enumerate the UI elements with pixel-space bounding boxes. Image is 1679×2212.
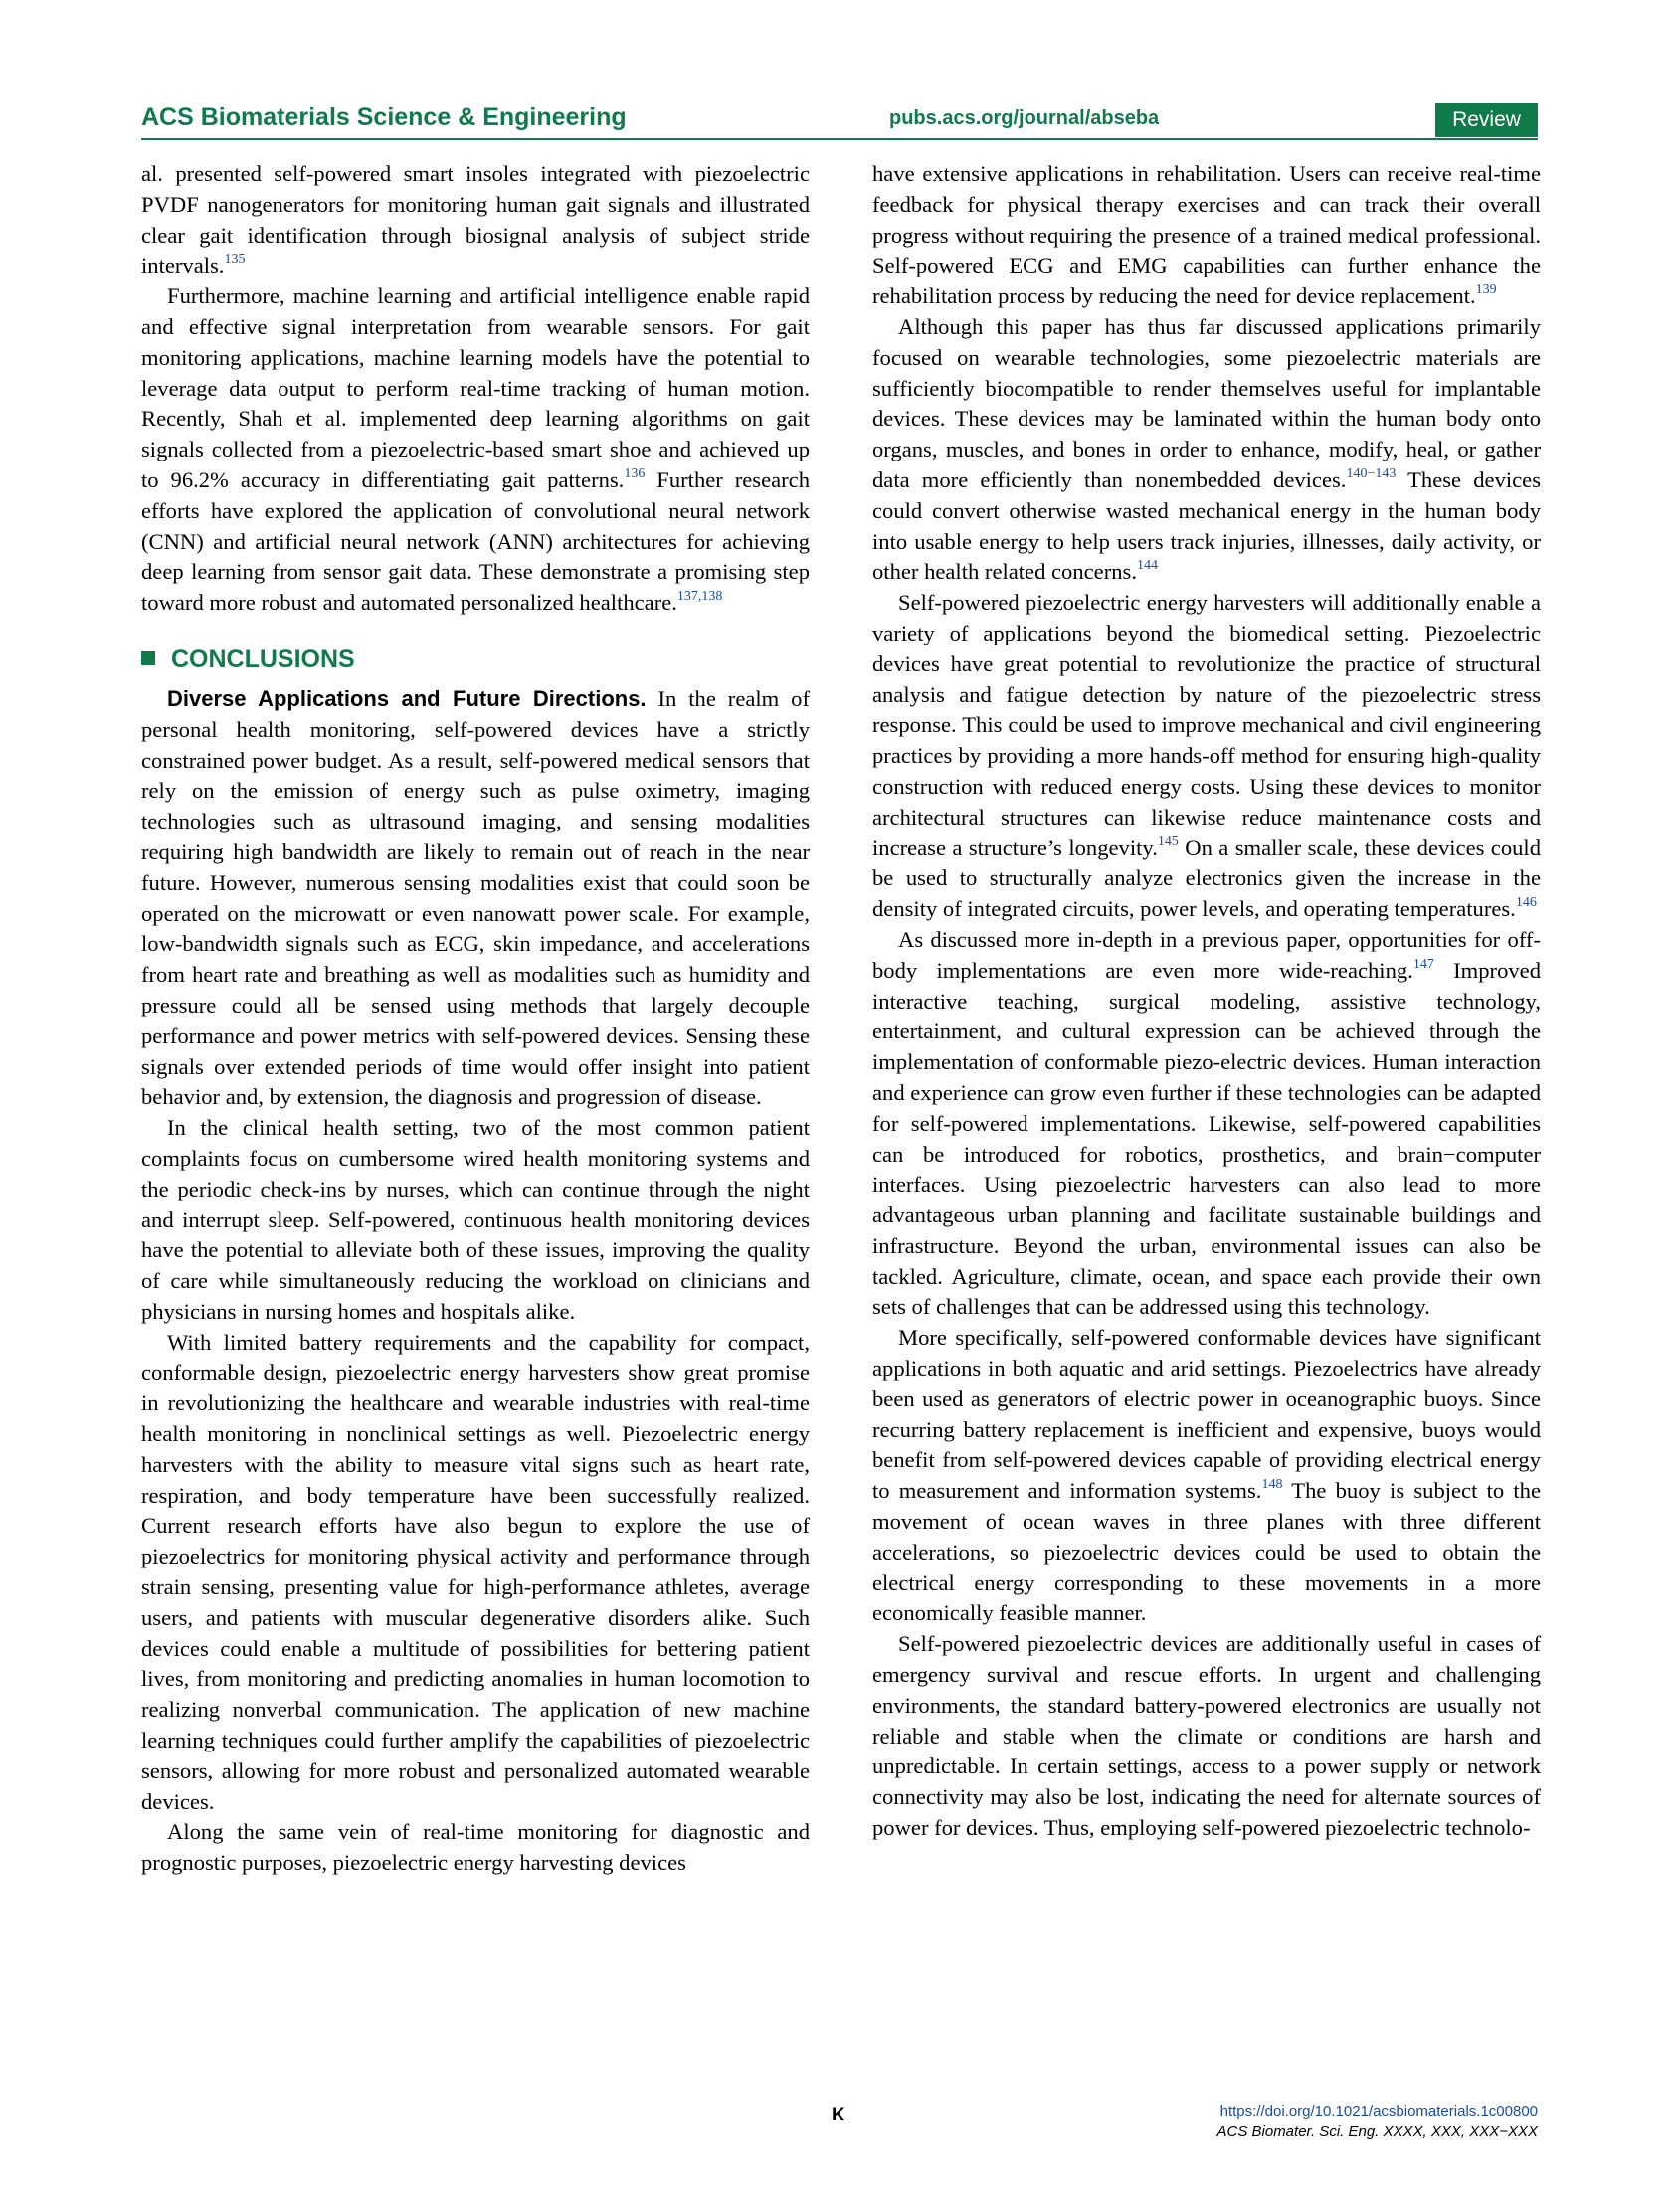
paragraph-text: Furthermore, machine learning and artificial intelligence enable rapid and effective signal interpretation from wearable sensors. For gait monitoring applications, machine learning models have the potential to leverage data output to perform real-time tracking of human motion. Recently, Shah et al. implemented deep learning algorithms on gait signals collected from a piezoelectric-based smart shoe and achieved up to 96.2% accuracy in differentiating gait patterns. [141,283,810,492]
paragraph [141,159,810,281]
paragraph [872,312,1541,588]
reference-link[interactable]: 148 [1261,1477,1283,1493]
section-square-icon [141,651,155,665]
paragraph [141,281,810,619]
paragraph-text: More specifically, self-powered conformable devices have significant applications in both aquatic and arid settings. Piezoelectrics have already been used as generators of electric power in oceanographic buoys. Since recurring battery replacement is inefficient and expensive, buoys would benefit from self-powered devices capable of providing electrical energy to measurement and information systems. [872,1325,1541,1504]
page-header [141,103,1538,139]
paragraph [872,925,1541,1323]
paragraph-text: Self-powered piezoelectric energy harvesters will additionally enable a variety of applications beyond the biomedical setting. Piezoelectric devices have great potential to revolutionize the practice of structural analysis and fatigue detection by nature of the piezoelectric stress response. This could be used to improve mechanical and civil engineering practices by providing a more hands-off method for ensuring high-quality construction with reduced energy costs. Using these devices to monitor architectural structures can likewise reduce maintenance costs and increase a structure’s longevity. [872,590,1541,860]
paragraph-text: al. presented self-powered smart insoles integrated with piezoelectric PVDF nanogenerators for monitoring human gait signals and illustrated clear gait identification through biosignal analysis of subject stride intervals. [141,161,810,278]
reference-link[interactable]: 139 [1475,282,1497,298]
reference-link[interactable]: 137,138 [676,589,723,605]
paragraph: In the clinical health setting, two of the most common patient complaints focus on cumbersome wired health monitoring systems and the periodic check-ins by nurses, which can continue through the night and interrupt sleep. Self-powered, continuous health monitoring devices have the potential to alleviate both of these issues, improving the quality of care while simultaneously reducing the workload on clinicians and physicians in nursing homes and hospitals alike. [141,1115,810,1324]
paragraph [872,159,1541,312]
reference-link[interactable]: 147 [1412,956,1434,972]
paragraph-text: Although this paper has thus far discussed applications primarily focused on wearable technologies, some piezoelectric materials are sufficiently biocompatible to render themselves useful for implantable devices. These devices may be laminated within the human body onto organs, muscles, and bones in order to enhance, modify, heal, or gather data more efficiently than nonembedded devices. [872,313,1541,492]
reference-link[interactable]: 146 [1515,895,1537,911]
header-divider [141,138,1538,140]
reference-link[interactable]: 144 [1136,558,1158,574]
reference-link[interactable]: 135 [224,252,246,268]
paragraph-text: These devices could convert otherwise wasted mechanical energy in the human body into usable energy to help users track injuries, illnesses, daily activity, or other health related concerns. [872,466,1541,585]
section-title: CONCLUSIONS [171,645,355,673]
subsection-title: Diverse Applications and Future Directions. [167,685,647,711]
paragraph-text: The buoy is subject to the movement of ocean waves in three planes with three different accelerations, so piezoelectric devices could be used to obtain the electrical energy corresponding to these movements in a more economically feasible manner. [872,1478,1541,1626]
paragraph [141,684,810,1113]
paragraph-text: As discussed more in-depth in a previous paper, opportunities for off-body implementations are even more wide-reaching. [872,926,1541,983]
reference-link[interactable]: 136 [624,465,646,481]
paragraph-text: In the realm of personal health monitoring, self-powered devices have a strictly constrained power budget. As a result, self-powered medical sensors that rely on the emission of energy such as pulse oximetry, imaging technologies such as ultrasound imaging, and sensing modalities requiring high bandwidth are likely to remain out of reach in the near future. However, numerous sensing modalities exist that could soon be operated on the microwatt or even nanowatt power scale. For example, low-bandwidth signals such as ECG, skin impedance, and accelerations from heart rate and breathing as well as modalities such as humidity and pressure could all be sensed using methods that largely decouple performance and power metrics with self-powered devices. Sensing these signals over extended periods of time would offer insight into patient behavior and, by extension, the diagnosis and progression of disease. [141,685,810,1110]
paragraph [872,1323,1541,1629]
reference-link[interactable]: 140−143 [1346,465,1397,481]
section-heading [141,645,810,674]
reference-link[interactable]: 145 [1157,833,1179,849]
citation: ACS Biomater. Sci. Eng. XXXX, XXX, XXX−XXX [1216,2123,1538,2140]
journal-name: ACS Biomaterials Science & Engineering [141,103,627,131]
paragraph-text: Further research efforts have explored the application of convolutional neural network (CNN) and artificial neural network (ANN) architectures for achieving deep learning from sensor gait data. These demonstrate a promising step toward more robust and automated personalized healthcare. [141,466,811,616]
journal-url-link[interactable]: pubs.acs.org/journal/abseba [889,107,1160,129]
page-number: K [832,2105,845,2125]
paragraph: Self-powered piezoelectric devices are additionally useful in cases of emergency survival and rescue efforts. In urgent and challenging environments, the standard battery-powered electronics are usually not reliable and stable when the climate or conditions are harsh and unpredictable. In certain settings, access to a power supply or network connectivity may also be lost, indicating the need for alternate sources of power for devices. Thus, employing self-powered piezoelectric technolo- [872,1631,1541,1841]
left-column [141,159,810,1879]
paragraph-text: have extensive applications in rehabilitation. Users can receive real-time feedback for physical therapy exercises and can track their overall progress without requiring the presence of a trained medical professional. Self-powered ECG and EMG capabilities can further enhance the rehabilitation process by reducing the need for device replacement. [872,161,1541,309]
doi-link[interactable]: https://doi.org/10.1021/acsbiomaterials.1c00800 [1219,2103,1538,2120]
paragraph-text: On a smaller scale, these devices could be used to structurally analyze electronics given the increase in the density of integrated circuits, power levels, and operating temperatures. [872,834,1541,922]
right-column [872,159,1541,1844]
paragraph [872,588,1541,925]
paragraph: With limited battery requirements and the capability for compact, conformable design, piezoelectric energy harvesters show great promise in revolutionizing the healthcare and wearable industries with real-time health monitoring in nonclinical settings as well. Piezoelectric energy harvesters with the ability to measure vital signs such as heart rate, respiration, and body temperature have been successfully realized. Current research efforts have also begun to explore the use of piezoelectrics for monitoring physical activity and performance through strain sensing, presenting value for high-performance athletes, average users, and patients with muscular degenerative disorders alike. Such devices could enable a multitude of possibilities for bettering patient lives, from monitoring and predicting anomalies in human locomotion to realizing nonverbal communication. The application of new machine learning techniques could further amplify the capabilities of piezoelectric sensors, allowing for more robust and personalized automated wearable devices. [141,1329,810,1814]
review-badge: Review [1435,103,1538,137]
paragraph-text: Improved interactive teaching, surgical modeling, assistive technology, entertainment, and cultural expression can be achieved through the implementation of conformable piezo-electric devices. Human interaction and experience can grow even further if these technologies can be adapted for self-powered implementations. Likewise, self-powered capabilities can be introduced for robotics, prosthetics, and brain−computer interfaces. Using piezoelectric harvesters can also lead to more advantageous urban planning and facilitate sustainable buildings and infrastructure. Beyond the urban, environmental issues can also be tackled. Agriculture, climate, ocean, and space each provide their own sets of challenges that can be addressed using this technology. [872,957,1541,1320]
paragraph: Along the same vein of real-time monitoring for diagnostic and prognostic purposes, piezoelectric energy harvesting devices [141,1819,810,1876]
